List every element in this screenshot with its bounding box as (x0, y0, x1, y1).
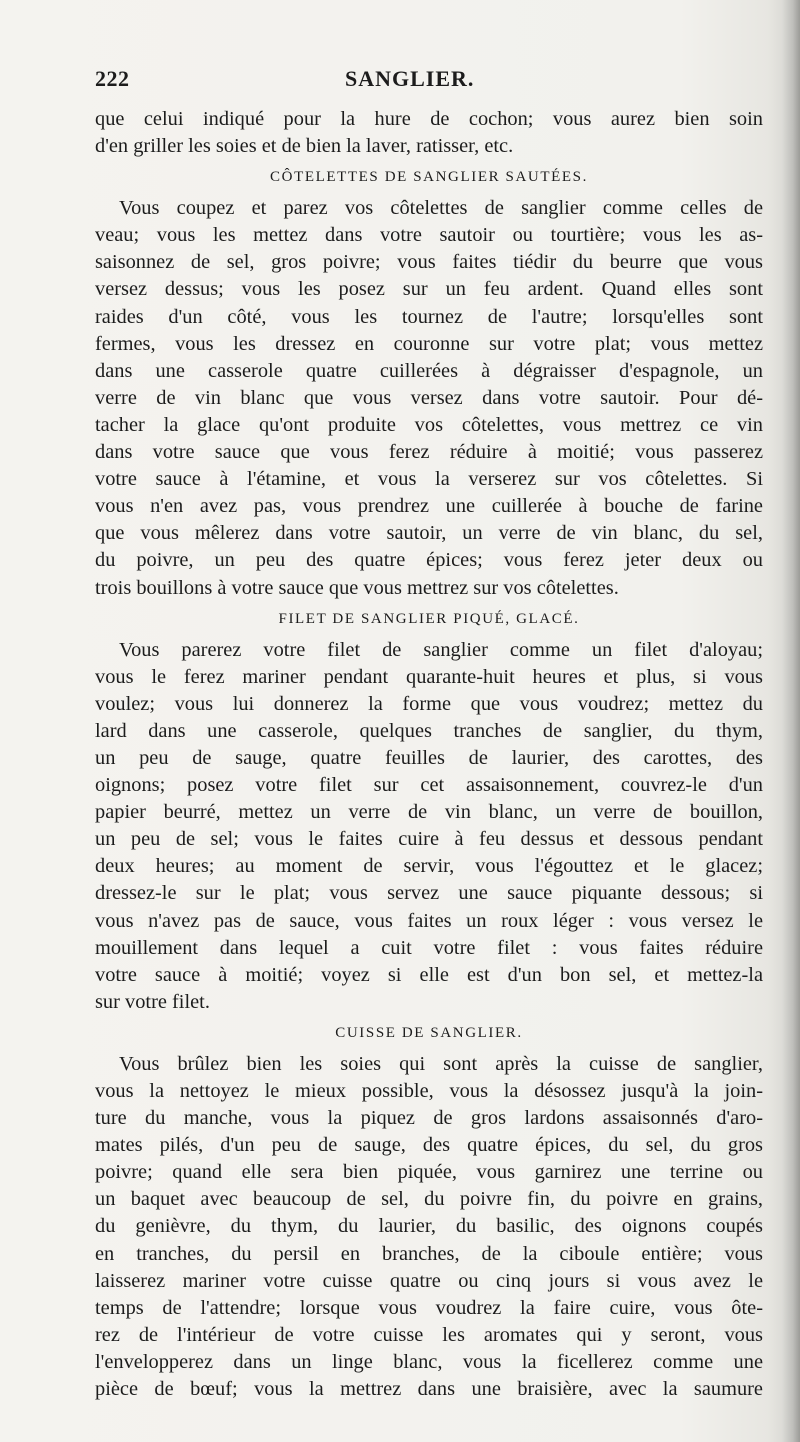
text-line: versez dessus; vous les posez sur un feu ardent. Quand elles sont (95, 278, 763, 301)
text-line: pièce de bœuf; vous la mettrez dans une braisière, avec la saumure (95, 1378, 763, 1401)
text-line: un peu de sel; vous le faites cuire à feu dessus et dessous pendant (95, 828, 763, 851)
text-line: un baquet avec beaucoup de sel, du poivre fin, du poivre en grains, (95, 1188, 763, 1211)
text-line: lard dans une casserole, quelques tranches de sanglier, du thym, (95, 719, 763, 742)
page-header (95, 66, 763, 96)
page-edge-shadow (782, 0, 800, 1442)
page-body (95, 106, 763, 1403)
text-line: veau; vous les mettez dans votre sautoir ou tourtière; vous les as- (95, 224, 763, 247)
text-line: du genièvre, du thym, du laurier, du basilic, des oignons coupés (95, 1215, 763, 1238)
text-line: l'envelopperez dans un linge blanc, vous la ficellerez comme une (95, 1350, 763, 1373)
section-heading: FILET DE SANGLIER PIQUÉ, GLACÉ. (278, 610, 580, 627)
text-line: dressez-le sur le plat; vous servez une sauce piquante dessous; si (95, 882, 763, 905)
section-heading: CUISSE DE SANGLIER. (335, 1024, 523, 1041)
text-line: tacher la glace qu'ont produite vos côtelettes, vous mettrez ce vin (95, 413, 763, 436)
page-number: 222 (95, 66, 130, 91)
text-line: votre sauce à l'étamine, et vous la verserez sur vos côtelettes. Si (95, 468, 763, 491)
text-line: mouillement dans lequel a cuit votre filet : vous faites réduire (95, 936, 763, 959)
text-line: dans votre sauce que vous ferez réduire à moitié; vous passerez (95, 441, 763, 464)
text-line: mates pilés, d'un peu de sauge, des quatre épices, du sel, du gros (95, 1134, 763, 1157)
text-line: que vous mêlerez dans votre sautoir, un verre de vin blanc, du sel, (95, 522, 763, 545)
text-line: d'en griller les soies et de bien la laver, ratisser, etc. (95, 135, 514, 158)
text-line: voulez; vous lui donnerez la forme que vous voudrez; mettez du (95, 692, 763, 715)
text-line: deux heures; au moment de servir, vous l'égouttez et le glacez; (95, 855, 763, 878)
text-line: Vous coupez et parez vos côtelettes de sanglier comme celles de (119, 197, 763, 220)
text-line: du poivre, un peu des quatre épices; vous ferez jeter deux ou (95, 549, 763, 572)
text-line: en tranches, du persil en branches, de la ciboule entière; vous (95, 1242, 763, 1265)
text-line: saisonnez de sel, gros poivre; vous faites tiédir du beurre que vous (95, 251, 763, 274)
text-line: que celui indiqué pour la hure de cochon; vous aurez bien soin (95, 108, 763, 130)
text-line: oignons; posez votre filet sur cet assaisonnement, couvrez-le d'un (95, 774, 763, 797)
text-line: votre sauce à moitié; voyez si elle est d'un bon sel, et mettez-la (95, 963, 763, 986)
text-line: fermes, vous les dressez en couronne sur votre plat; vous mettez (95, 332, 763, 355)
text-line: rez de l'intérieur de votre cuisse les aromates qui y seront, vous (95, 1323, 763, 1346)
text-line: vous n'avez pas de sauce, vous faites un roux léger : vous versez le (95, 909, 763, 932)
text-line: sur votre filet. (95, 990, 210, 1013)
text-line: ture du manche, vous la piquez de gros lardons assaisonnés d'aro- (95, 1107, 763, 1130)
text-line: trois bouillons à votre sauce que vous mettrez sur vos côtelettes. (95, 576, 619, 599)
running-head: SANGLIER. (345, 66, 475, 91)
text-line: raides d'un côté, vous les tournez de l'autre; lorsqu'elles sont (95, 305, 763, 328)
text-line: poivre; quand elle sera bien piquée, vous garnirez une terrine ou (95, 1161, 763, 1184)
text-line: verre de vin blanc que vous versez dans votre sautoir. Pour dé- (95, 386, 763, 409)
text-line: Vous brûlez bien les soies qui sont après la cuisse de sanglier, (119, 1052, 763, 1075)
text-line: vous n'en avez pas, vous prendrez une cuillerée à bouche de farine (95, 495, 763, 518)
text-line: temps de l'attendre; lorsque vous voudrez la faire cuire, vous ôte- (95, 1296, 763, 1319)
section-heading: CÔTELETTES DE SANGLIER SAUTÉES. (270, 169, 588, 186)
text-line: vous le ferez mariner pendant quarante-huit heures et plus, si vous (95, 665, 763, 688)
text-line: un peu de sauge, quatre feuilles de laurier, des carottes, des (95, 746, 763, 769)
text-line: laisserez mariner votre cuisse quatre ou cinq jours si vous avez le (95, 1269, 763, 1292)
text-line: papier beurré, mettez un verre de vin blanc, un verre de bouillon, (95, 801, 763, 824)
text-line: vous la nettoyez le mieux possible, vous la désossez jusqu'à la join- (95, 1080, 763, 1102)
text-line: Vous parerez votre filet de sanglier comme un filet d'aloyau; (119, 638, 763, 661)
text-line: dans une casserole quatre cuillerées à dégraisser d'espagnole, un (95, 359, 763, 382)
